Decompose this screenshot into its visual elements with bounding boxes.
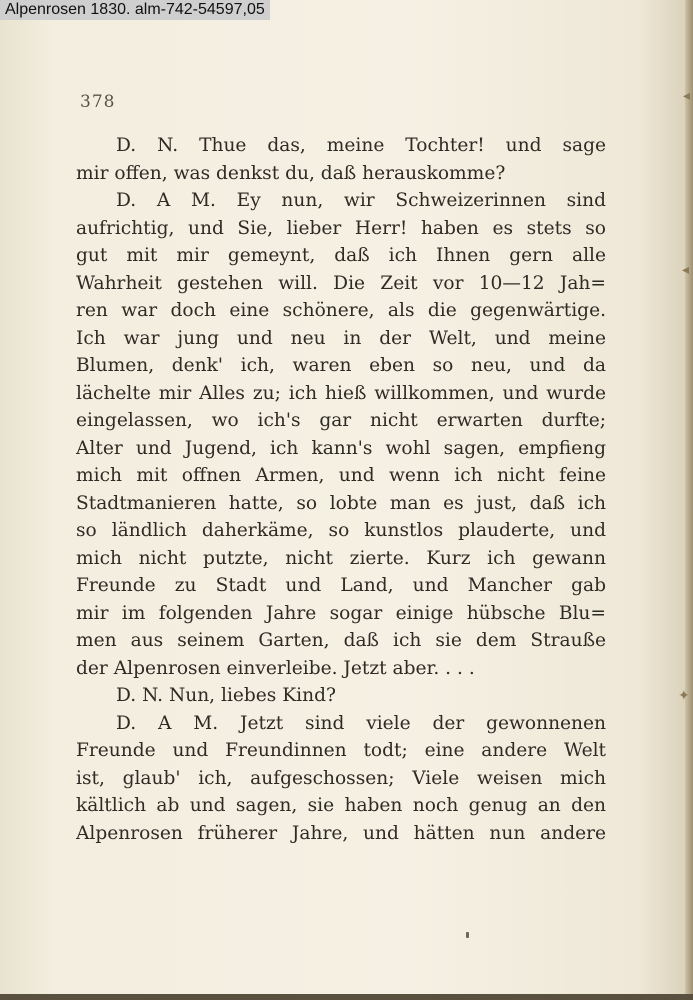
text-line: Ich war jung und neu in der Welt, und meine [76, 327, 606, 349]
page-spine-edge [685, 0, 693, 1000]
text-line: Blumen, denk' ich, waren eben so neu, und da [76, 355, 606, 376]
margin-mark-icon: ◂ [682, 262, 690, 278]
text-line: mir offen, was denkst du, daß herauskomme? [76, 162, 506, 184]
text-line: Wahrheit gestehen will. Die Zeit vor 10—12 Jah= [76, 272, 606, 294]
text-line: D. N. Thue das, meine Tochter! und sage [116, 135, 606, 156]
page-bottom-edge [0, 994, 693, 1000]
text-line: Freunde und Freundinnen todt; eine andere Welt [76, 740, 606, 761]
text-line: kältlich ab und sagen, sie haben noch genug an den [76, 795, 606, 816]
text-line: so ländlich daherkäme, so kunstlos plauderte, und [76, 520, 606, 541]
text-line: D. N. Nun, liebes Kind? [116, 685, 336, 706]
text-line: gut mit mir gemeynt, daß ich Ihnen gern alle [76, 245, 606, 266]
text-line: Freunde zu Stadt und Land, und Mancher gab [76, 575, 606, 596]
text-line: lächelte mir Alles zu; ich hieß willkommen, und wurde [76, 382, 606, 404]
text-line: Alpenrosen früherer Jahre, und hätten nun andere [76, 822, 606, 844]
text-line: D. A M. Ey nun, wir Schweizerinnen sind [116, 190, 606, 211]
image-caption: Alpenrosen 1830. alm-742-54597,05 [0, 0, 270, 20]
text-line: ist, glaub' ich, aufgeschossen; Viele weisen mich [76, 767, 606, 789]
text-line: der Alpenrosen einverleibe. Jetzt aber. . . . [76, 657, 475, 679]
text-line: mich nicht putzte, nicht zierte. Kurz ich gewann [76, 547, 606, 569]
margin-mark-icon: ◂ [683, 88, 691, 104]
margin-mark-icon: ✦ [678, 688, 690, 704]
text-line: mich mit offnen Armen, und wenn ich nicht feine [76, 465, 606, 486]
text-line: men aus seinem Garten, daß ich sie dem Strauße [76, 630, 606, 651]
printer-mark [466, 932, 469, 938]
text-line: Alter und Jugend, ich kann's wohl sagen, empfieng [76, 437, 606, 459]
text-line: Stadtmanieren hatte, so lobte man es just, daß ich [76, 492, 606, 514]
page-number: 378 [80, 92, 116, 112]
body-text [76, 132, 606, 847]
text-line: D. A M. Jetzt sind viele der gewonnenen [116, 712, 606, 734]
text-line: eingelassen, wo ich's gar nicht erwarten durfte; [76, 410, 606, 431]
text-line: aufrichtig, und Sie, lieber Herr! haben es stets so [76, 217, 606, 239]
text-line: mir im folgenden Jahre sogar einige hübsche Blu= [76, 602, 606, 624]
text-line: ren war doch eine schönere, als die gegenwärtige. [76, 300, 606, 321]
